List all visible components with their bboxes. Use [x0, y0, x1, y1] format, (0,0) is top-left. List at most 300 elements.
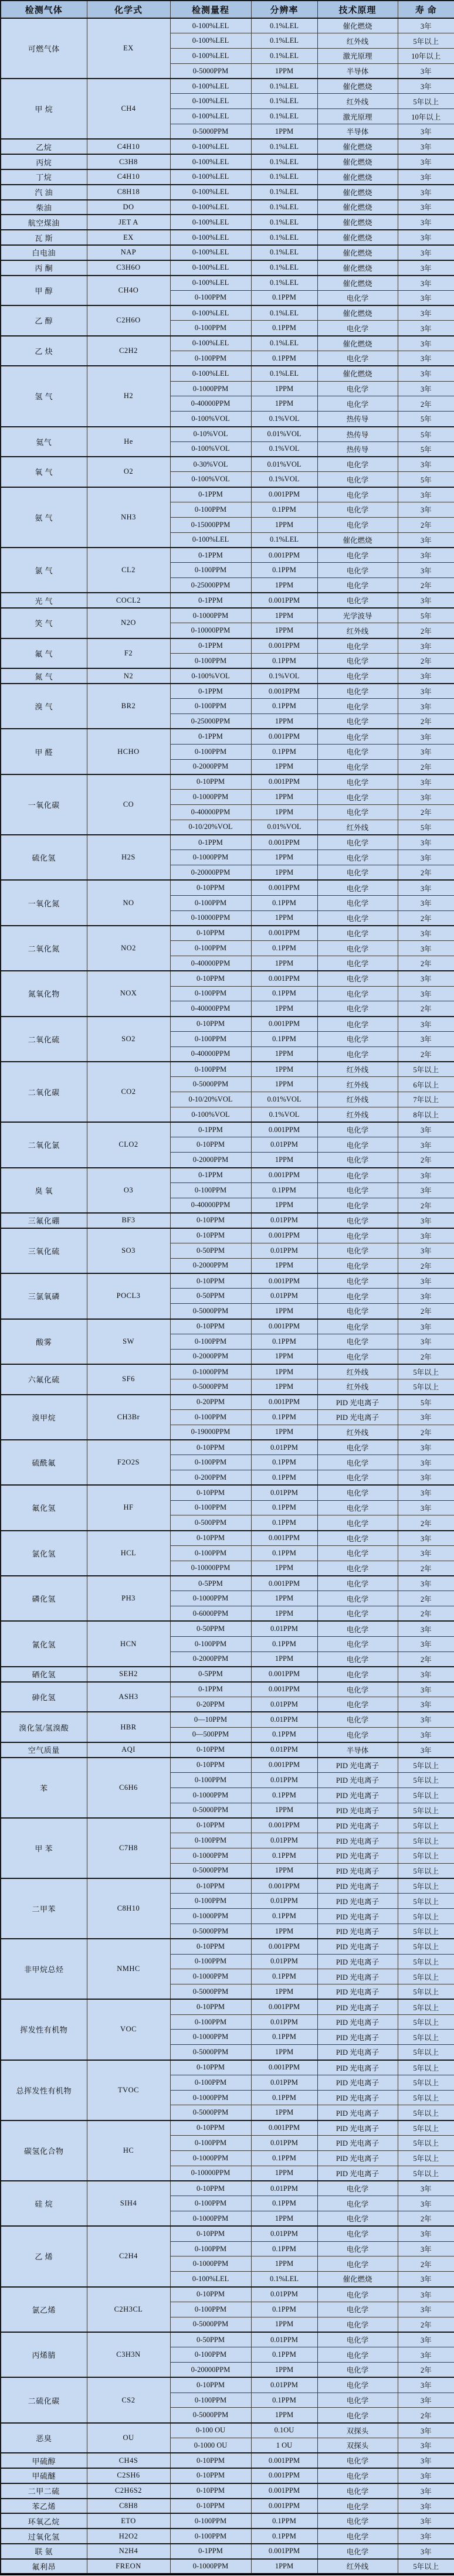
resolution-cell: 1PPM — [251, 63, 317, 79]
resolution-cell: 0.001PPM — [251, 729, 317, 744]
lifespan-cell: 3年 — [398, 941, 454, 956]
resolution-cell: 0.1PPM — [251, 1515, 317, 1531]
table-row — [1, 880, 454, 895]
principle-cell: 电化学 — [317, 774, 398, 790]
formula-cell: CO2 — [87, 1062, 170, 1122]
resolution-cell: 0.001PPM — [251, 1531, 317, 1546]
principle-cell: 电化学 — [317, 2377, 398, 2393]
lifespan-cell: 3年 — [398, 1636, 454, 1651]
principle-cell: PID 光电离子 — [317, 1787, 398, 1803]
gas-name-cell: 酸雾 — [1, 1319, 87, 1364]
range-cell: 0-1000PPM — [170, 1364, 251, 1379]
table-row — [1, 1228, 454, 1243]
resolution-cell: 0.001PPM — [251, 487, 317, 502]
resolution-cell: 0.01PPM — [251, 2226, 317, 2241]
range-cell: 0-1000PPM — [170, 2559, 251, 2574]
column-header-6: 寿 命 — [398, 1, 454, 18]
range-cell: 0-100 OU — [170, 2423, 251, 2438]
formula-cell: CS2 — [87, 2377, 170, 2422]
formula-cell: SW — [87, 1319, 170, 1364]
table-row — [1, 215, 454, 230]
resolution-cell: 0.1PPM — [251, 941, 317, 956]
range-cell: 0-1PPM — [170, 2544, 251, 2559]
range-cell: 0-5000PPM — [170, 2317, 251, 2332]
gas-name-cell: 砷化氢 — [1, 1682, 87, 1712]
resolution-cell: 0.1PPM — [251, 1545, 317, 1561]
resolution-cell: 0.01PPM — [251, 1289, 317, 1304]
formula-cell: F2O2S — [87, 1440, 170, 1485]
resolution-cell: 0.001PPM — [251, 548, 317, 563]
table-row — [1, 1667, 454, 1682]
lifespan-cell: 3年 — [398, 1334, 454, 1349]
resolution-cell: 0.1PPM — [251, 2196, 317, 2211]
range-cell: 0-5000PPM — [170, 1379, 251, 1395]
principle-cell: 红外线 — [317, 1379, 398, 1395]
resolution-cell: 0.1%LEL — [251, 230, 317, 245]
range-cell: 0-1PPM — [170, 729, 251, 744]
range-cell: 0-100PPM — [170, 744, 251, 759]
lifespan-cell: 3年 — [398, 548, 454, 563]
table-row — [1, 260, 454, 276]
range-cell: 0-10PPM — [170, 1213, 251, 1228]
resolution-cell: 0.1%LEL — [251, 18, 317, 33]
range-cell: 0-100PPM — [170, 2302, 251, 2317]
gas-name-cell: 空气质量 — [1, 1742, 87, 1758]
lifespan-cell: 5年以上 — [398, 2120, 454, 2136]
resolution-cell: 0.001PPM — [251, 1395, 317, 1410]
principle-cell: 热传导 — [317, 412, 398, 427]
principle-cell: PID 光电离子 — [317, 2030, 398, 2045]
resolution-cell: 1PPM — [251, 517, 317, 532]
resolution-cell: 0.1OU — [251, 2423, 317, 2438]
lifespan-cell: 3年 — [398, 1319, 454, 1334]
principle-cell: PID 光电离子 — [317, 1909, 398, 1924]
range-cell: 0-10/20%VOL — [170, 820, 251, 835]
lifespan-cell: 2年 — [398, 910, 454, 926]
lifespan-cell: 3年 — [398, 835, 454, 850]
gas-name-cell: 可燃气体 — [1, 18, 87, 79]
principle-cell: 电化学 — [317, 880, 398, 895]
lifespan-cell: 5年 — [398, 412, 454, 427]
principle-cell: 电化学 — [317, 517, 398, 532]
gas-name-cell: 氰化氢 — [1, 1621, 87, 1666]
lifespan-cell: 3年 — [398, 1727, 454, 1742]
lifespan-cell: 3年 — [398, 1470, 454, 1486]
table-row — [1, 1273, 454, 1289]
lifespan-cell: 3年 — [398, 593, 454, 608]
lifespan-cell: 5年以上 — [398, 1833, 454, 1848]
range-cell: 0-10%VOL — [170, 427, 251, 442]
resolution-cell: 0.001PPM — [251, 638, 317, 654]
resolution-cell: 1PPM — [251, 850, 317, 865]
table-row — [1, 487, 454, 502]
lifespan-cell: 3年 — [398, 1485, 454, 1500]
table-row — [1, 2120, 454, 2136]
principle-cell: 电化学 — [317, 593, 398, 608]
table-row — [1, 926, 454, 941]
lifespan-cell: 5年以上 — [398, 1894, 454, 1909]
range-cell: 0-50PPM — [170, 1621, 251, 1636]
range-cell: 0-100PPM — [170, 502, 251, 518]
gas-name-cell: 非甲烷总烃 — [1, 1939, 87, 1999]
resolution-cell: 1PPM — [251, 2408, 317, 2423]
gas-name-cell: 氮氧化物 — [1, 971, 87, 1016]
resolution-cell: 0.01PPM — [251, 2332, 317, 2347]
range-cell: 0-40000PPM — [170, 804, 251, 820]
range-cell: 0-100%LEL — [170, 336, 251, 351]
range-cell: 0-100%LEL — [170, 94, 251, 109]
lifespan-cell: 5年以上 — [398, 33, 454, 49]
resolution-cell: 1 OU — [251, 2438, 317, 2453]
lifespan-cell: 2年 — [398, 517, 454, 532]
table-row — [1, 1999, 454, 2014]
resolution-cell: 0.1PPM — [251, 2347, 317, 2363]
range-cell: 0-100PPM — [170, 1894, 251, 1909]
formula-cell: C2H3CL — [87, 2287, 170, 2332]
principle-cell: 电化学 — [317, 1500, 398, 1515]
principle-cell: 电化学 — [317, 1455, 398, 1470]
principle-cell: 电化学 — [317, 472, 398, 487]
range-cell: 0-5000PPM — [170, 1803, 251, 1818]
principle-cell: 电化学 — [317, 653, 398, 668]
principle-cell: 电化学 — [317, 1470, 398, 1486]
resolution-cell: 0.1PPM — [251, 2241, 317, 2256]
range-cell: 0-10PPM — [170, 1818, 251, 1833]
lifespan-cell: 5年以上 — [398, 1787, 454, 1803]
lifespan-cell: 2年 — [398, 1046, 454, 1062]
lifespan-cell: 2年 — [398, 2317, 454, 2332]
range-cell: 0-100PPM — [170, 2196, 251, 2211]
gas-name-cell: 硫化氢 — [1, 835, 87, 880]
principle-cell: 电化学 — [317, 1682, 398, 1697]
principle-cell: PID 光电离子 — [317, 2150, 398, 2166]
principle-cell: 电化学 — [317, 744, 398, 759]
resolution-cell: 0.001PPM — [251, 971, 317, 986]
lifespan-cell: 5年以上 — [398, 2150, 454, 2166]
principle-cell: 催化燃烧 — [317, 230, 398, 245]
table-row — [1, 729, 454, 744]
principle-cell: 电化学 — [317, 1651, 398, 1667]
range-cell: 0-10PPM — [170, 1939, 251, 1954]
lifespan-cell: 3年 — [398, 1697, 454, 1712]
gas-name-cell: 丙烷 — [1, 154, 87, 169]
principle-cell: 电化学 — [317, 548, 398, 563]
lifespan-cell: 3年 — [398, 563, 454, 578]
resolution-cell: 0.001PPM — [251, 1122, 317, 1137]
formula-cell: CLO2 — [87, 1122, 170, 1167]
range-cell: 0-2000PPM — [170, 1258, 251, 1273]
range-cell: 0-1000PPM — [170, 1591, 251, 1606]
resolution-cell: 0.01PPM — [251, 1697, 317, 1712]
table-row — [1, 1319, 454, 1334]
range-cell: 0-5000PPM — [170, 2408, 251, 2423]
resolution-cell: 1PPM — [251, 1606, 317, 1622]
principle-cell: 催化燃烧 — [317, 79, 398, 94]
resolution-cell: 0.1%VOL — [251, 412, 317, 427]
formula-cell: C2SH6 — [87, 2468, 170, 2483]
principle-cell: 催化燃烧 — [317, 215, 398, 230]
resolution-cell: 0.1PPM — [251, 2150, 317, 2166]
table-row — [1, 2559, 454, 2574]
resolution-cell: 1PPM — [251, 804, 317, 820]
principle-cell: 电化学 — [317, 1031, 398, 1046]
lifespan-cell: 5年以上 — [398, 2060, 454, 2075]
range-cell: 0-5000PPM — [170, 2045, 251, 2060]
principle-cell: 电化学 — [317, 563, 398, 578]
range-cell: 0-1PPM — [170, 548, 251, 563]
principle-cell: 催化燃烧 — [317, 185, 398, 200]
principle-cell: 红外线 — [317, 623, 398, 638]
lifespan-cell: 5年以上 — [398, 1969, 454, 1984]
lifespan-cell: 3年 — [398, 2393, 454, 2408]
lifespan-cell: 3年 — [398, 2287, 454, 2302]
range-cell: 0-10PPM — [170, 774, 251, 790]
range-cell: 0-2000PPM — [170, 1651, 251, 1667]
principle-cell: 半导体 — [317, 124, 398, 140]
principle-cell: 热传导 — [317, 427, 398, 442]
lifespan-cell: 5年以上 — [398, 1984, 454, 2000]
principle-cell: 电化学 — [317, 1001, 398, 1017]
principle-cell: 催化燃烧 — [317, 154, 398, 169]
gas-name-cell: 恶臭 — [1, 2423, 87, 2453]
resolution-cell: 0.1PPM — [251, 986, 317, 1001]
lifespan-cell: 3年 — [398, 1228, 454, 1243]
principle-cell: 电化学 — [317, 1485, 398, 1500]
gas-name-cell: 三氯氧磷 — [1, 1273, 87, 1318]
resolution-cell: 0.1PPM — [251, 1727, 317, 1742]
range-cell: 0-100PPM — [170, 1062, 251, 1077]
resolution-cell: 0.001PPM — [251, 1168, 317, 1183]
range-cell: 0-10PPM — [170, 2226, 251, 2241]
resolution-cell: 0.001PPM — [251, 880, 317, 895]
lifespan-cell: 3年 — [398, 185, 454, 200]
formula-cell: PH3 — [87, 1576, 170, 1621]
principle-cell: 红外线 — [317, 1077, 398, 1092]
resolution-cell: 0.1%LEL — [251, 200, 317, 215]
lifespan-cell: 3年 — [398, 276, 454, 291]
gas-name-cell: 三氟化硼 — [1, 1213, 87, 1228]
resolution-cell: 0.001PPM — [251, 593, 317, 608]
range-cell: 0-1000PPM — [170, 608, 251, 623]
resolution-cell: 0.1PPM — [251, 653, 317, 668]
lifespan-cell: 3年 — [398, 1213, 454, 1228]
range-cell: 0-5000PPM — [170, 1304, 251, 1319]
range-cell: 0-10PPM — [170, 2499, 251, 2514]
principle-cell: 激光原理 — [317, 109, 398, 124]
principle-cell: 催化燃烧 — [317, 336, 398, 351]
range-cell: 0-100PPM — [170, 1833, 251, 1848]
range-cell: 0-100PPM — [170, 2241, 251, 2256]
range-cell: 0-2000PPM — [170, 1349, 251, 1364]
range-cell: 0-100%LEL — [170, 276, 251, 291]
principle-cell: 电化学 — [317, 1319, 398, 1334]
resolution-cell: 0.1%LEL — [251, 366, 317, 381]
resolution-cell: 1PPM — [251, 608, 317, 623]
range-cell: 0-100%LEL — [170, 366, 251, 381]
range-cell: 0-1000PPM — [170, 2211, 251, 2227]
range-cell: 0-1PPM — [170, 487, 251, 502]
lifespan-cell: 2年 — [398, 2408, 454, 2423]
lifespan-cell: 3年 — [398, 336, 454, 351]
principle-cell: 电化学 — [317, 1349, 398, 1364]
principle-cell: 催化燃烧 — [317, 18, 398, 33]
gas-name-cell: 甲硫醚 — [1, 2468, 87, 2483]
lifespan-cell: 3年 — [398, 1122, 454, 1137]
lifespan-cell: 5年以上 — [398, 1909, 454, 1924]
lifespan-cell: 5年以上 — [398, 1758, 454, 1773]
gas-name-cell: 瓦 斯 — [1, 230, 87, 245]
range-cell: 0-5PPM — [170, 1667, 251, 1682]
resolution-cell: 0.1%LEL — [251, 109, 317, 124]
table-row — [1, 2377, 454, 2393]
principle-cell: 电化学 — [317, 1017, 398, 1032]
range-cell: 0-100PPM — [170, 1409, 251, 1425]
range-cell: 0-100PPM — [170, 1500, 251, 1515]
principle-cell: 催化燃烧 — [317, 366, 398, 381]
gas-name-cell: 苯乙烯 — [1, 2499, 87, 2514]
lifespan-cell: 3年 — [398, 699, 454, 714]
principle-cell: 电化学 — [317, 865, 398, 881]
range-cell: 0-1000PPM — [170, 1787, 251, 1803]
gas-name-cell: 溴 气 — [1, 684, 87, 729]
gas-name-cell: 一氧化氮 — [1, 880, 87, 925]
range-cell: 0-100PPM — [170, 321, 251, 336]
table-body — [1, 18, 454, 2574]
resolution-cell: 1PPM — [251, 1349, 317, 1364]
principle-cell: 电化学 — [317, 804, 398, 820]
principle-cell: PID 光电离子 — [317, 2120, 398, 2136]
principle-cell: 电化学 — [317, 1561, 398, 1576]
resolution-cell: 0.1PPM — [251, 2393, 317, 2408]
gas-name-cell: 丁烷 — [1, 169, 87, 185]
resolution-cell: 1PPM — [251, 1923, 317, 1939]
lifespan-cell: 2年 — [398, 865, 454, 881]
lifespan-cell: 3年 — [398, 2377, 454, 2393]
principle-cell: 热传导 — [317, 441, 398, 457]
lifespan-cell: 2年 — [398, 1515, 454, 1531]
lifespan-cell: 3年 — [398, 381, 454, 396]
principle-cell: PID 光电离子 — [317, 1833, 398, 1848]
principle-cell: 电化学 — [317, 2181, 398, 2196]
lifespan-cell: 3年 — [398, 154, 454, 169]
gas-name-cell: 丙 酮 — [1, 260, 87, 276]
gas-name-cell: 硅 烷 — [1, 2181, 87, 2226]
formula-cell: C3H6O — [87, 260, 170, 276]
range-cell: 0-100PPM — [170, 2075, 251, 2090]
resolution-cell: 0.1%LEL — [251, 532, 317, 548]
range-cell: 0-30%VOL — [170, 457, 251, 472]
principle-cell: PID 光电离子 — [317, 2060, 398, 2075]
gas-name-cell: 氮 气 — [1, 668, 87, 684]
principle-cell: 电化学 — [317, 457, 398, 472]
resolution-cell: 0.1PPM — [251, 1969, 317, 1984]
principle-cell: 电化学 — [317, 2241, 398, 2256]
lifespan-cell: 3年 — [398, 200, 454, 215]
formula-cell: CH4O — [87, 276, 170, 306]
range-cell: 0-100%VOL — [170, 668, 251, 684]
resolution-cell: 0.001PPM — [251, 2544, 317, 2559]
formula-cell: SIH4 — [87, 2181, 170, 2226]
range-cell: 0-10PPM — [170, 2377, 251, 2393]
lifespan-cell: 3年 — [398, 2468, 454, 2483]
resolution-cell: 0.001PPM — [251, 2453, 317, 2468]
resolution-cell: 0.1PPM — [251, 563, 317, 578]
gas-name-cell: 丙烯腈 — [1, 2332, 87, 2377]
range-cell: 0-1PPM — [170, 1682, 251, 1697]
lifespan-cell: 3年 — [398, 124, 454, 140]
resolution-cell: 0.1PPM — [251, 1500, 317, 1515]
table-row — [1, 1621, 454, 1636]
resolution-cell: 0.01PPM — [251, 2287, 317, 2302]
resolution-cell: 0.1%LEL — [251, 94, 317, 109]
table-row — [1, 457, 454, 472]
principle-cell: 电化学 — [317, 577, 398, 593]
formula-cell: C8H10 — [87, 1878, 170, 1939]
lifespan-cell: 3年 — [398, 139, 454, 154]
formula-cell: CH3Br — [87, 1395, 170, 1440]
principle-cell: 电化学 — [317, 835, 398, 850]
gas-name-cell: 磷化氢 — [1, 1576, 87, 1621]
range-cell: 0-5000PPM — [170, 1923, 251, 1939]
principle-cell: 电化学 — [317, 638, 398, 654]
formula-cell: CH4 — [87, 79, 170, 139]
range-cell: 0-10PPM — [170, 1228, 251, 1243]
range-cell: 0-1000PPM — [170, 2090, 251, 2105]
resolution-cell: 0.001PPM — [251, 2499, 317, 2514]
gas-name-cell: 二硫化碳 — [1, 2377, 87, 2422]
principle-cell: 电化学 — [317, 759, 398, 774]
resolution-cell: 0.1%LEL — [251, 215, 317, 230]
table-row — [1, 2181, 454, 2196]
range-cell: 0-10PPM — [170, 1758, 251, 1773]
table-row — [1, 2423, 454, 2438]
column-header-5: 技术原理 — [317, 1, 398, 18]
resolution-cell: 1PPM — [251, 2317, 317, 2332]
lifespan-cell: 3年 — [398, 895, 454, 910]
range-cell: 0-100PPM — [170, 1636, 251, 1651]
principle-cell: PID 光电离子 — [317, 1758, 398, 1773]
resolution-cell: 1PPM — [251, 2166, 317, 2181]
range-cell: 0-1000PPM — [170, 2150, 251, 2166]
lifespan-cell: 3年 — [398, 2483, 454, 2499]
lifespan-cell: 5年以上 — [398, 1923, 454, 1939]
resolution-cell: 0.001PPM — [251, 2060, 317, 2075]
principle-cell: 电化学 — [317, 2211, 398, 2227]
range-cell: 0—500PPM — [170, 1727, 251, 1742]
principle-cell: 双探头 — [317, 2438, 398, 2453]
range-cell: 0-100PPM — [170, 895, 251, 910]
resolution-cell: 0.01%VOL — [251, 457, 317, 472]
lifespan-cell: 2年 — [398, 653, 454, 668]
formula-cell: BF3 — [87, 1213, 170, 1228]
principle-cell: 半导体 — [317, 63, 398, 79]
lifespan-cell: 3年 — [398, 1017, 454, 1032]
resolution-cell: 1PPM — [251, 1984, 317, 2000]
lifespan-cell: 3年 — [398, 2347, 454, 2363]
formula-cell: SEH2 — [87, 1667, 170, 1682]
resolution-cell: 1PPM — [251, 1803, 317, 1818]
resolution-cell: 1PPM — [251, 2559, 317, 2574]
range-cell: 0-100PPM — [170, 1545, 251, 1561]
range-cell: 0-100PPM — [170, 1182, 251, 1198]
lifespan-cell: 3年 — [398, 1455, 454, 1470]
lifespan-cell: 3年 — [398, 2438, 454, 2453]
principle-cell: 电化学 — [317, 2302, 398, 2317]
gas-name-cell: 甲 烷 — [1, 79, 87, 139]
gas-name-cell: 甲 醇 — [1, 276, 87, 306]
principle-cell: 电化学 — [317, 2408, 398, 2423]
lifespan-cell: 5年以上 — [398, 2136, 454, 2151]
